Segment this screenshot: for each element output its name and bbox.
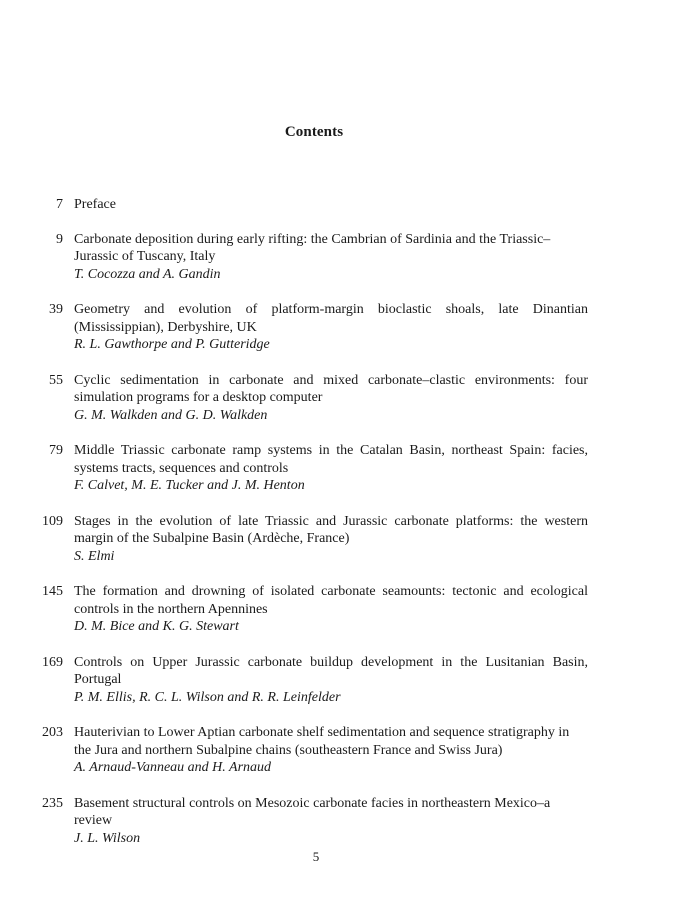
- toc-entry-ellis: [0, 654, 691, 707]
- page-title: Contents: [284, 124, 344, 140]
- toc-page-number: 9: [56, 231, 63, 247]
- toc-entry-title: Controls on Upper Jurassic carbonate buildup development in the Lusitanian Basin, Portugal: [74, 654, 588, 687]
- toc-entry-authors: R. L. Gawthorpe and P. Gutteridge: [74, 337, 270, 352]
- toc-entry-preface: [0, 196, 691, 214]
- toc-entry-title: Cyclic sedimentation in carbonate and mixed carbonate–clastic environments: four simulation programs for a desktop computer: [74, 372, 588, 405]
- toc-page-number: 39: [49, 302, 63, 317]
- toc-entry-title: Basement structural controls on Mesozoic carbonate facies in northeastern Mexico–a review: [74, 795, 551, 828]
- toc-entry-title: Hauterivian to Lower Aptian carbonate shelf sedimentation and sequence stratigraphy in the Jura and northern Subalpine chains (southeastern France and Swiss Jura): [74, 725, 570, 758]
- toc-entry-elmi: [0, 513, 691, 566]
- toc-entry-authors: T. Cocozza and A. Gandin: [74, 266, 221, 282]
- toc-page-number: 235: [42, 795, 63, 811]
- toc-entry-text: [74, 513, 588, 566]
- toc-page-number: 203: [42, 725, 63, 740]
- toc-entry-authors: F. Calvet, M. E. Tucker and J. M. Henton: [74, 478, 305, 493]
- toc-entry-authors: J. L. Wilson: [74, 830, 141, 846]
- toc-entry-cocozza: [0, 231, 691, 284]
- toc-entry-title: Preface: [74, 197, 116, 212]
- toc-page-number: 79: [49, 443, 63, 458]
- table-of-contents: [0, 196, 691, 865]
- toc-entry-title: Carbonate deposition during early rifting: the Cambrian of Sardinia and the Triassic–Jurassic of Tuscany, Italy: [74, 231, 551, 264]
- toc-entry-title: Stages in the evolution of late Triassic and Jurassic carbonate platforms: the western margin of the Subalpine Basin (Ardèche, France): [74, 513, 588, 546]
- toc-entry-walkden: [0, 372, 691, 425]
- toc-entry-title: The formation and drowning of isolated carbonate seamounts: tectonic and ecological controls in the northern Apennines: [74, 584, 588, 617]
- toc-entry-text: [74, 372, 588, 425]
- toc-entry-title: Middle Triassic carbonate ramp systems in the Catalan Basin, northeast Spain: facies, systems tracts, sequences and controls: [74, 443, 588, 476]
- toc-entry-text: [74, 654, 588, 707]
- toc-entry-bice: [0, 583, 691, 636]
- toc-entry-arnaud: [0, 724, 691, 777]
- toc-entry-text: [74, 724, 588, 777]
- toc-page-number: 55: [49, 372, 63, 388]
- toc-entry-authors: A. Arnaud-Vanneau and H. Arnaud: [74, 760, 272, 775]
- toc-page-number: 7: [56, 197, 63, 212]
- toc-entry-wilson: [0, 795, 691, 848]
- toc-page-number: 169: [42, 654, 63, 670]
- toc-entry-text: [74, 301, 588, 354]
- toc-page-number: 109: [42, 513, 63, 529]
- toc-entry-gawthorpe: [0, 301, 691, 354]
- toc-page-number: 145: [42, 584, 63, 599]
- toc-entry-authors: S. Elmi: [74, 548, 115, 564]
- toc-entry-text: [74, 442, 588, 495]
- toc-entry-authors: P. M. Ellis, R. C. L. Wilson and R. R. Leinfelder: [74, 689, 341, 705]
- toc-entry-text: [74, 795, 588, 848]
- toc-entry-text: [74, 196, 588, 214]
- toc-entry-authors: G. M. Walkden and G. D. Walkden: [74, 407, 268, 423]
- page-number-footer: 5: [312, 849, 320, 864]
- toc-entry-text: [74, 231, 588, 284]
- toc-entry-text: [74, 583, 588, 636]
- toc-entry-calvet: [0, 442, 691, 495]
- toc-entry-authors: D. M. Bice and K. G. Stewart: [74, 619, 239, 634]
- toc-entry-title: Geometry and evolution of platform-margin bioclastic shoals, late Dinantian (Mississippian), Derbyshire, UK: [74, 302, 588, 335]
